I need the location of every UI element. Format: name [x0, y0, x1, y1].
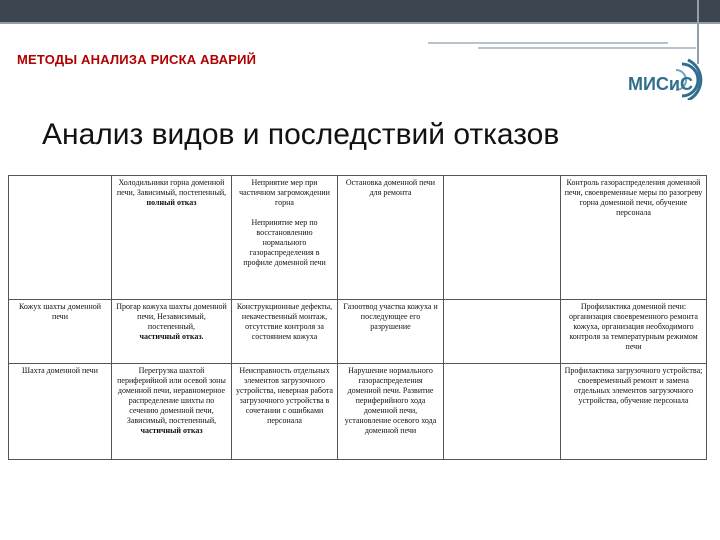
cell-failure-mode — [112, 176, 232, 300]
cell-measures: Контроль газораспределения доменной печи, своевременные меры по разогреву горна доменной печи, обучение персонала — [561, 176, 707, 300]
failure-type: частичный отказ. — [139, 332, 204, 341]
decor-line — [478, 47, 696, 49]
failure-text: Перегрузка шахтой периферийной или осевой зоны доменной печи, неравномерное распределение шихты по сечению доменной печи, Зависимый, постепенный, — [117, 366, 226, 425]
cell-component — [9, 176, 112, 300]
logo-text: МИСиС — [628, 74, 693, 94]
failure-type: частичный отказ — [140, 426, 203, 435]
causes-text-2: Непринятие мер по восстановлению нормального газораспределения в профиле доменной печи — [243, 218, 326, 267]
cell-component: Шахта доменной печи — [9, 364, 112, 460]
causes-text: Неприятие мер при частичном загромождении горна — [239, 178, 330, 207]
failure-text: Холодильники горна доменной печи, Зависимый, постепенный, — [116, 178, 227, 197]
section-title: МЕТОДЫ АНАЛИЗА РИСКА АВАРИЙ — [17, 52, 257, 67]
table-row — [9, 176, 707, 300]
cell-causes: Конструкционные дефекты, некачественный монтаж, отсутствие контроля за состоянием кожуха — [232, 300, 338, 364]
cell-failure-mode — [112, 364, 232, 460]
cell-consequences: Газоотвод участка кожуха и последующее его разрушение — [338, 300, 444, 364]
decor-line — [428, 42, 668, 44]
cell-empty — [444, 176, 561, 300]
failure-type: полный отказ — [146, 198, 197, 207]
cell-measures: Профилактика загрузочного устройства; своевременный ремонт и замена отдельных элементов загрузочного устройства, обучение персонала — [561, 364, 707, 460]
slide-title: Анализ видов и последствий отказов — [42, 118, 560, 151]
top-bar-divider — [0, 22, 720, 24]
decor-vertical-line — [697, 0, 699, 64]
failure-text: Прогар кожуха шахты доменной печи, Независимый, постепенный, — [116, 302, 227, 331]
top-bar — [0, 0, 720, 22]
misis-logo — [620, 56, 712, 100]
cell-consequences: Остановка доменной печи для ремонта — [338, 176, 444, 300]
cell-consequences: Нарушение нормального газораспределения доменной печи. Развитие периферийного хода доменной печи, установление осевого хода доменной печи — [338, 364, 444, 460]
cell-failure-mode — [112, 300, 232, 364]
cell-measures: Профилактика доменной печи: организация своевременного ремонта кожуха, организация необходимого контроля за температурным режимом печи — [561, 300, 707, 364]
cell-causes: Неисправность отдельных элементов загрузочного устройства, неверная работа загрузочного устройства в сочетании с ошибками персонала — [232, 364, 338, 460]
cell-empty — [444, 364, 561, 460]
cell-causes — [232, 176, 338, 300]
table-row — [9, 300, 707, 364]
cell-empty — [444, 300, 561, 364]
table-row — [9, 364, 707, 460]
cell-component: Кожух шахты доменной печи — [9, 300, 112, 364]
fmea-table — [8, 175, 707, 460]
